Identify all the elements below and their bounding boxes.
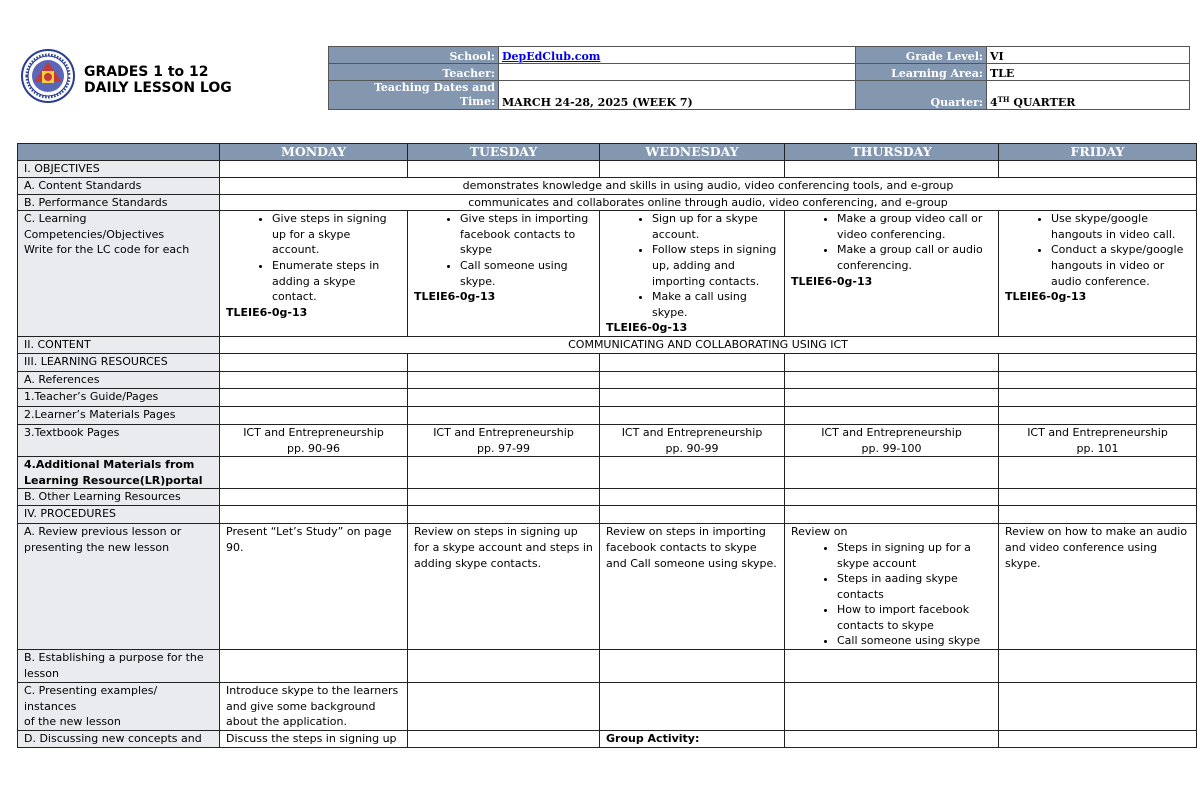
textbook-tuesday [408,424,600,456]
cell [408,506,600,524]
cell [220,388,408,406]
cell [220,406,408,424]
label-examples-line2: of the new lesson [24,715,121,729]
label-learning-resources: III. LEARNING RESOURCES [18,353,220,371]
label-discuss: D. Discussing new concepts and [18,731,220,748]
examples-monday: Introduce skype to the learners and give some background about the application. [220,683,408,731]
quarter-word: QUARTER [1009,96,1076,109]
cell [220,506,408,524]
label-purpose [18,650,220,683]
area-value: TLE [987,64,1190,81]
label-references: A. References [18,371,220,388]
cell [408,650,600,683]
cell [785,683,999,731]
textbook-pages: pp. 101 [1076,441,1119,455]
row-review [18,524,1197,650]
label-lc-line2: Competencies/Objectives [24,227,165,241]
lc-code: TLEIE6-0g-13 [414,290,496,304]
lc-code: TLEIE6-0g-13 [226,305,308,319]
cell [600,457,785,489]
day-header-blank [18,144,220,161]
cell [999,731,1197,748]
cell [999,406,1197,424]
cell [999,161,1197,178]
row-textbook [18,424,1197,456]
textbook-name: ICT and Entrepreneurship [621,425,763,439]
label-procedures: IV. PROCEDURES [18,506,220,524]
label-content-standards: A. Content Standards [18,178,220,195]
row-teachers-guide [18,388,1197,406]
label-review-line2: presenting the new lesson [24,540,170,554]
row-objectives [18,161,1197,178]
cell [999,683,1197,731]
title-line-1: GRADES 1 to 12 [84,64,209,80]
label-review [18,524,220,650]
title-line-2: DAILY LESSON LOG [84,80,232,96]
label-add-line2: Learning Resource(LR)portal [24,473,203,487]
competency-thursday [785,211,999,337]
label-other-resources: B. Other Learning Resources [18,489,220,506]
row-procedures [18,506,1197,524]
cell [408,731,600,748]
quarter-label: Quarter: [856,81,987,110]
row-performance-standards [18,194,1197,211]
grade-value: VI [987,47,1190,64]
lesson-log-table [17,143,1197,748]
day-header-row [18,144,1197,161]
cell [600,388,785,406]
label-lc-line1: C. Learning [24,212,87,226]
list-item: • Steps in aading skype contacts [837,571,992,602]
label-teachers-guide: 1.Teacher’s Guide/Pages [18,388,220,406]
list-item: • Make a group video call or video conferencing. [837,211,992,242]
row-examples [18,683,1197,731]
cell [600,371,785,388]
row-learners-materials [18,406,1197,424]
list-item: • Steps in signing up for a skype account [837,540,992,571]
cell [785,457,999,489]
list-item: • Sign up for a skype account. [652,211,778,242]
dates-label-line2: Time: [459,95,495,108]
cell [785,731,999,748]
row-references [18,371,1197,388]
competency-friday [999,211,1197,337]
list-item: • Follow steps in signing up, adding and importing contacts. [652,242,778,289]
list-item: • Conduct a skype/google hangouts in video or audio conference. [1051,242,1190,289]
label-examples [18,683,220,731]
list-item: • Use skype/google hangouts in video call. [1051,211,1190,242]
cell [999,353,1197,371]
label-add-line1: 4.Additional Materials from [24,458,195,472]
row-purpose [18,650,1197,683]
school-label: School: [329,47,499,64]
area-label: Learning Area: [856,64,987,81]
competency-monday [220,211,408,337]
review-thursday-intro: Review on [791,525,848,539]
review-thursday [785,524,999,650]
label-performance-standards: B. Performance Standards [18,194,220,211]
review-wednesday: Review on steps in importing facebook contacts to skype and Call someone using skype. [600,524,785,650]
competency-tuesday [408,211,600,337]
day-friday: FRIDAY [999,144,1197,161]
cell [785,371,999,388]
cell [600,353,785,371]
textbook-pages: pp. 90-99 [665,441,719,455]
quarter-sup: TH [997,95,1010,104]
cell [220,371,408,388]
cell [600,489,785,506]
cell [600,506,785,524]
cell [785,489,999,506]
cell [999,489,1197,506]
textbook-pages: pp. 90-96 [287,441,340,455]
cell [785,650,999,683]
textbook-name: ICT and Entrepreneurship [433,425,574,439]
label-additional-materials [18,457,220,489]
cell [785,388,999,406]
performance-standards-value: communicates and collaborates online through audio, video conferencing, and e-group [220,194,1197,211]
textbook-wednesday [600,424,785,456]
list-item: • Call someone using skype [837,633,992,649]
row-competencies [18,211,1197,337]
cell [408,388,600,406]
cell [408,161,600,178]
review-tuesday: Review on steps in signing up for a skype account and steps in adding skype contacts. [408,524,600,650]
page-title [84,64,232,96]
label-lc-line3: Write for the LC code for each [24,243,190,257]
textbook-monday [220,424,408,456]
list-item: • Make a call using skype. [652,289,778,320]
discuss-monday: Discuss the steps in signing up [220,731,408,748]
textbook-thursday [785,424,999,456]
day-tuesday: TUESDAY [408,144,600,161]
info-table [328,46,1190,110]
lc-code: TLEIE6-0g-13 [606,321,688,335]
discuss-wednesday: Group Activity: [600,731,785,748]
cell [408,406,600,424]
textbook-friday [999,424,1197,456]
cell [785,406,999,424]
cell [220,161,408,178]
cell [220,489,408,506]
cell [408,683,600,731]
dates-label [329,81,499,110]
label-review-line1: A. Review previous lesson or [24,525,182,539]
row-discuss [18,731,1197,748]
quarter-value [987,81,1190,110]
cell [600,406,785,424]
row-additional-materials [18,457,1197,489]
cell [408,489,600,506]
cell [600,161,785,178]
teacher-label: Teacher: [329,64,499,81]
cell [408,457,600,489]
row-content-standards [18,178,1197,195]
competency-wednesday [600,211,785,337]
label-competencies [18,211,220,337]
textbook-name: ICT and Entrepreneurship [821,425,962,439]
textbook-pages: pp. 97-99 [477,441,530,455]
list-item: • Enumerate steps in adding a skype contact. [272,258,401,305]
teacher-value [499,64,856,81]
cell [999,506,1197,524]
list-item: • Make a group call or audio conferencing. [837,242,992,273]
cell [999,388,1197,406]
cell [220,650,408,683]
cell [785,353,999,371]
school-link[interactable]: DepEdClub.com [502,50,601,63]
cell [600,650,785,683]
content-value: COMMUNICATING AND COLLABORATING USING ICT [220,336,1197,353]
quarter-num: 4 [990,96,998,109]
label-examples-line1: C. Presenting examples/ instances [24,684,158,713]
content-standards-value: demonstrates knowledge and skills in using audio, video conferencing tools, and e-group [220,178,1197,195]
cell [999,371,1197,388]
cell [600,683,785,731]
label-objectives: I. OBJECTIVES [18,161,220,178]
cell [220,353,408,371]
cell [408,353,600,371]
cell [220,457,408,489]
lesson-log-header [17,46,1198,112]
textbook-name: ICT and Entrepreneurship [1027,425,1168,439]
grade-label: Grade Level: [856,47,987,64]
day-monday: MONDAY [220,144,408,161]
review-monday: Present “Let’s Study” on page 90. [220,524,408,650]
cell [999,650,1197,683]
review-friday: Review on how to make an audio and video conference using skype. [999,524,1197,650]
cell [408,371,600,388]
label-learners-materials: 2.Learner’s Materials Pages [18,406,220,424]
cell [785,506,999,524]
row-learning-resources [18,353,1197,371]
label-purpose-line1: B. Establishing a purpose for the [24,651,204,665]
list-item: • Give steps in importing facebook contacts to skype [460,211,593,258]
lc-code: TLEIE6-0g-13 [791,274,873,288]
label-textbook: 3.Textbook Pages [18,424,220,456]
deped-seal-logo [21,49,75,103]
list-item: • Give steps in signing up for a skype account. [272,211,401,258]
label-purpose-line2: lesson [24,666,59,680]
list-item: • Call someone using skype. [460,258,593,289]
lc-code: TLEIE6-0g-13 [1005,290,1087,304]
day-wednesday: WEDNESDAY [600,144,785,161]
dates-value: MARCH 24-28, 2025 (WEEK 7) [499,81,856,110]
dates-label-line1: Teaching Dates and [373,81,495,94]
school-value[interactable] [499,47,856,64]
textbook-pages: pp. 99-100 [861,441,922,455]
label-content: II. CONTENT [18,336,220,353]
cell [785,161,999,178]
list-item: • How to import facebook contacts to skype [837,602,992,633]
textbook-name: ICT and Entrepreneurship [243,425,384,439]
row-content [18,336,1197,353]
day-thursday: THURSDAY [785,144,999,161]
row-other-resources [18,489,1197,506]
cell [999,457,1197,489]
